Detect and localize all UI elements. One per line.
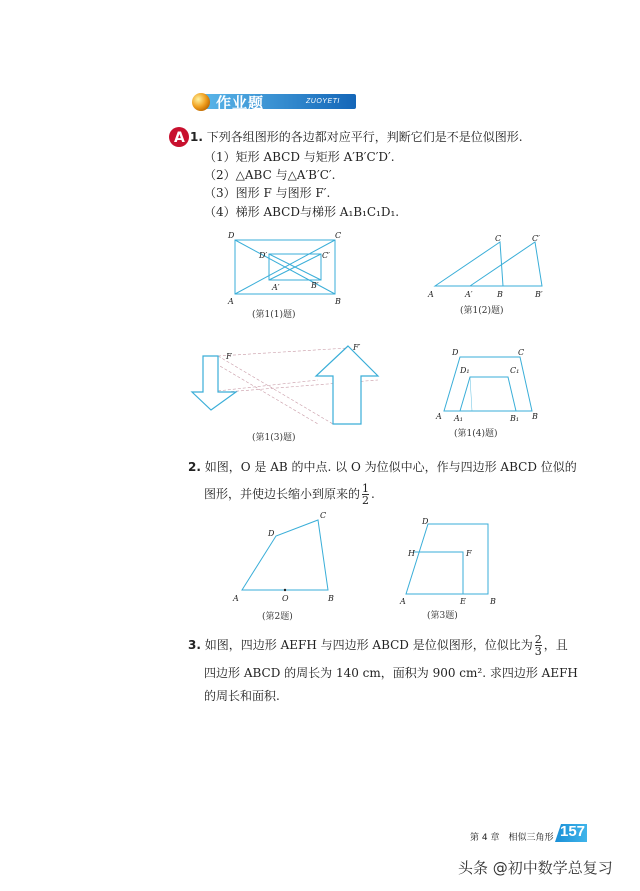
fig4-label-D: D [452,348,459,357]
fig6-label-H: H [408,549,415,558]
level-letter: A [174,130,185,146]
fig2-label-C-prime: C′ [532,234,540,243]
watermark: 头条 @初中数学总复习 [458,859,613,877]
figure-1-3 [188,340,383,432]
question-3-line-3: 的周长和面积. [204,689,280,703]
question-2-line-2 [204,481,375,507]
question-3-number: 3. [188,638,201,652]
fraction-numerator: 2 [534,633,542,646]
question-2-line-1 [188,459,577,475]
question-2-end: . [371,487,375,501]
fig4-label-C1: C₁ [510,366,520,375]
question-2-number: 2. [188,460,201,474]
fig1-label-C: C [335,231,342,240]
question-1-item-4: （4）梯形 ABCD与梯形 A₁B₁C₁D₁. [204,205,400,219]
caption-1-4: (第1(4)题) [454,429,498,439]
fig2-label-B: B [497,290,503,299]
figure-1-4 [432,343,544,423]
chapter-footer: 第 4 章 相似三角形 [470,833,554,843]
fig6-label-A: A [400,597,406,606]
caption-1-3: (第1(3)题) [252,433,296,443]
question-1-item-2: （2）△ABC 与△A′B′C′. [204,168,336,182]
fig5-label-D: D [268,529,275,538]
level-a-badge [168,126,190,148]
fig3-label-F: F [226,352,232,361]
fraction-denominator: 2 [362,494,370,507]
question-3-line-2: 四边形 ABCD 的周长为 140 cm，面积为 900 cm². 求四边形 AEFH [204,666,578,680]
fig6-label-D: D [422,517,429,526]
fig2-label-A: A [428,290,434,299]
fig2-label-B-prime: B′ [535,290,543,299]
fig1-label-B: B [335,297,341,306]
fig5-label-O: O [282,594,289,603]
caption-1-2: (第1(2)题) [460,306,504,316]
question-3-line-1 [188,632,568,658]
question-1 [190,129,523,145]
fig5-label-A: A [233,594,239,603]
question-2-text-2: 图形，并使边长缩小到原来的 [204,487,361,501]
fraction-two-thirds [535,634,542,657]
homework-subtitle: ZUOYETI [306,98,340,105]
fig4-label-A1: A₁ [454,414,463,423]
question-3-text-1a: 如图，四边形 AEFH 与四边形 ABCD 是位似图形，位似比为 [204,638,533,652]
fig2-label-C: C [495,234,502,243]
caption-2: (第2题) [262,612,293,622]
fraction-one-half [362,483,369,506]
fig2-label-A-prime: A′ [465,290,473,299]
question-1-number: 1. [190,130,203,144]
fig1-label-B-prime: B′ [311,281,319,290]
question-3-text-1b: ，且 [543,638,568,652]
fig4-label-A: A [436,412,442,421]
fig1-label-D-prime: D′ [259,251,268,260]
figure-1-2 [425,232,555,302]
question-2-text-1: 如图，O 是 AB 的中点. 以 O 为位似中心，作与四边形 ABCD 位似的 [204,460,577,474]
homework-title: 作业题 [216,94,265,112]
fig6-label-B: B [490,597,496,606]
fig4-label-D1: D₁ [460,366,470,375]
figure-3 [398,514,502,606]
fig1-label-A-prime: A′ [272,283,280,292]
fig1-label-C-prime: C′ [322,251,330,260]
question-1-text: 下列各组图形的各边都对应平行，判断它们是不是位似图形. [206,130,523,144]
fig1-label-A: A [228,297,234,306]
fig4-label-B: B [532,412,538,421]
fig5-label-B: B [328,594,334,603]
figure-1-1 [225,228,350,310]
page-number: 157 [560,823,586,840]
caption-3: (第3题) [427,611,458,621]
fig5-label-C: C [320,511,327,520]
caption-1-1: (第1(1)题) [252,310,296,320]
fig6-label-F: F [466,549,472,558]
figure-2 [230,508,342,606]
fig4-label-C: C [518,348,525,357]
fig1-label-D: D [228,231,235,240]
question-1-item-3: （3）图形 F 与图形 F′. [204,186,331,200]
fig3-label-F-prime: F′ [353,343,361,352]
question-1-item-1: （1）矩形 ABCD 与矩形 A′B′C′D′. [204,150,395,164]
fig4-label-B1: B₁ [510,414,520,423]
fraction-numerator: 1 [362,482,370,495]
fig6-label-E: E [460,597,466,606]
fraction-denominator: 3 [534,645,542,658]
